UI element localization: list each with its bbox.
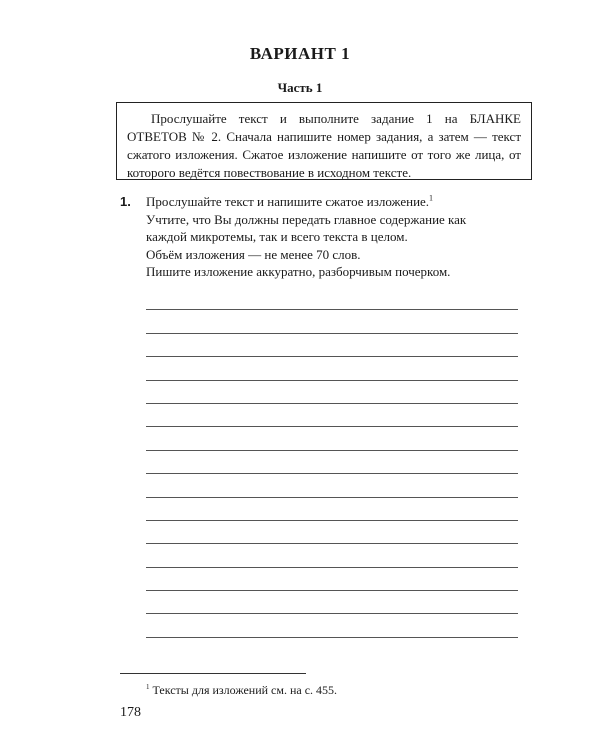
- task-number: 1.: [120, 194, 131, 209]
- writing-line[interactable]: [146, 287, 518, 310]
- writing-line[interactable]: [146, 544, 518, 567]
- writing-line[interactable]: [146, 381, 518, 404]
- writing-line[interactable]: [146, 334, 518, 357]
- task-line: Пишите изложение аккуратно, разборчивым почерком.: [146, 264, 451, 279]
- footnote-mark: 1: [146, 683, 150, 691]
- task-block: [120, 193, 540, 281]
- page-title: ВАРИАНТ 1: [249, 44, 351, 63]
- writing-line[interactable]: [146, 310, 518, 333]
- writing-line[interactable]: [146, 521, 518, 544]
- footnote: [146, 683, 337, 698]
- writing-line[interactable]: [146, 614, 518, 637]
- task-line: Объём изложения — не менее 70 слов.: [146, 246, 361, 262]
- footnote-text: Тексты для изложений см. на с. 455.: [149, 683, 338, 697]
- writing-line[interactable]: [146, 568, 518, 591]
- part-heading: Часть 1: [277, 80, 323, 95]
- task-line: Учтите, что Вы должны передать главное содержание как: [146, 211, 467, 227]
- writing-line[interactable]: [146, 404, 518, 427]
- footnote-reference: 1: [429, 193, 434, 203]
- writing-line[interactable]: [146, 451, 518, 474]
- writing-line[interactable]: [146, 474, 518, 497]
- writing-lines: [146, 287, 518, 638]
- task-text: [146, 193, 540, 281]
- task-line: каждой микротемы, так и всего текста в целом.: [146, 229, 408, 244]
- task-line-text: Прослушайте текст и напишите сжатое изложение.: [146, 194, 430, 209]
- task-line: [146, 193, 540, 211]
- footnote-divider: [120, 673, 306, 674]
- instruction-box: Прослушайте текст и выполните задание 1 на БЛАНКЕ ОТВЕТОВ № 2. Сначала напишите номер задания, а затем — текст сжатого изложения. Сжатое изложение напишите от того же лица, от которого ведётся повествование в исходном тексте.: [116, 102, 532, 180]
- page-number: 178: [120, 705, 141, 720]
- writing-line[interactable]: [146, 498, 518, 521]
- writing-line[interactable]: [146, 427, 518, 450]
- writing-line[interactable]: [146, 591, 518, 614]
- writing-line[interactable]: [146, 357, 518, 380]
